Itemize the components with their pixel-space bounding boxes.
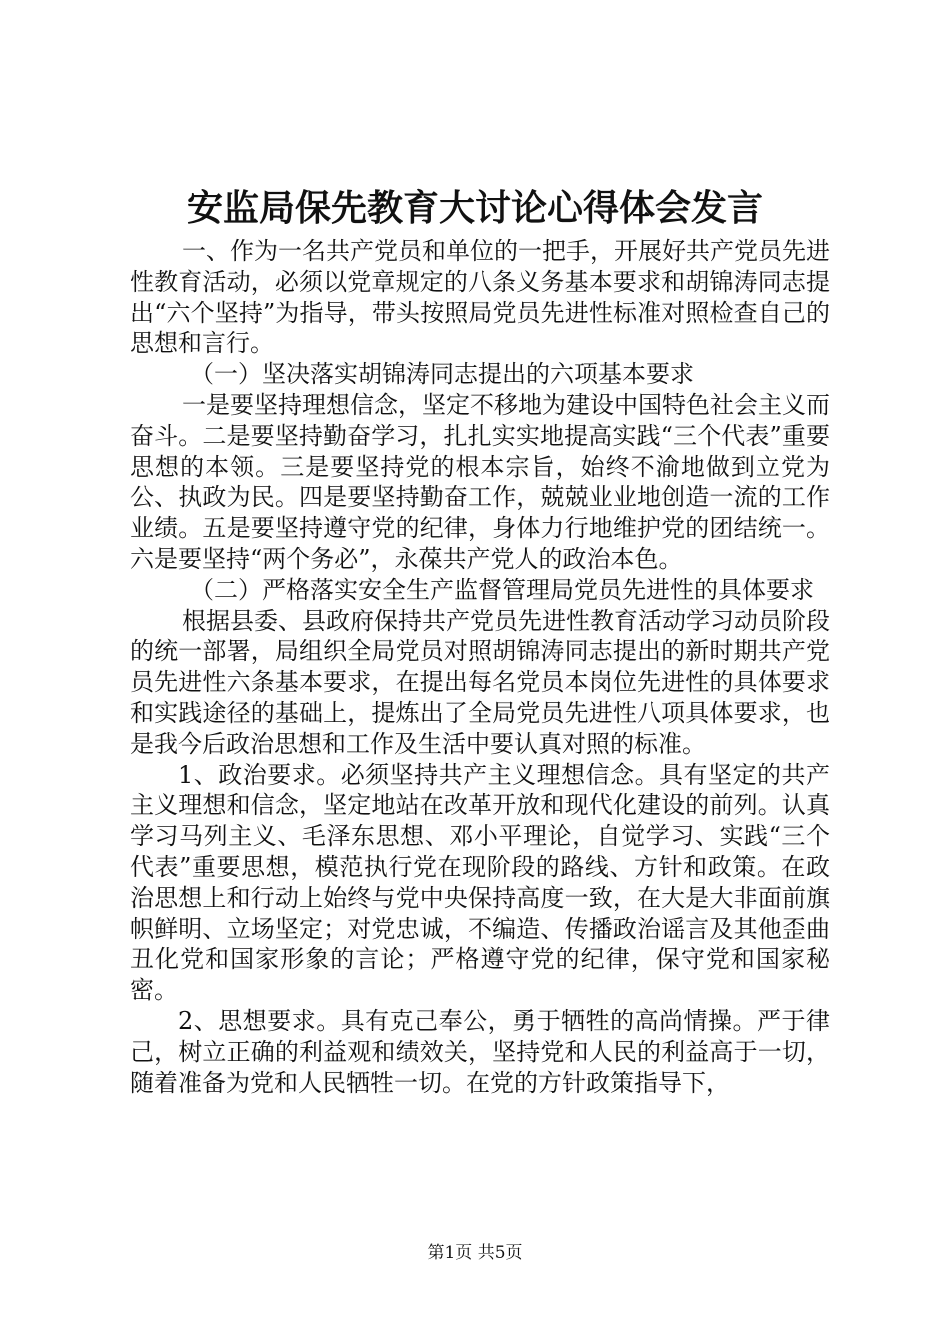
paragraph-intro: 一、作为一名共产党员和单位的一把手，开展好共产党员先进性教育活动，必须以党章规定的八条义务基本要求和胡锦涛同志提出“六个坚持”为指导，带头按照局党员先进性标准对照检查自己的思想和言行。: [130, 237, 830, 358]
document-body: [130, 236, 830, 1098]
section-heading-1: （一）坚决落实胡锦涛同志提出的六项基本要求: [190, 360, 694, 389]
paragraph-deployment: 根据县委、县政府保持共产党员先进性教育活动学习动员阶段的统一部署，局组织全局党员对照胡锦涛同志提出的新时期共产党员先进性六条基本要求，在提出每名党员本岗位先进性的具体要求和实践途径的基础上，提炼出了全局党员先进性八项具体要求，也是我今后政治思想和工作及生活中要认真对照的标准。: [130, 606, 830, 758]
section-heading-2: （二）严格落实安全生产监督管理局党员先进性的具体要求: [190, 575, 814, 604]
paragraph-ideological-requirement: 2、思想要求。具有克己奉公，勇于牺牲的高尚情操。严于律己，树立正确的利益观和绩效关，坚持党和人民的利益高于一切，随着准备为党和人民牺牲一切。在党的方针政策指导下，: [130, 1006, 830, 1097]
document-title: 安监局保先教育大讨论心得体会发言: [186, 188, 763, 229]
page-number-footer: 第1页 共5页: [427, 1243, 523, 1263]
paragraph-political-requirement: 1、政治要求。必须坚持共产主义理想信念。具有坚定的共产主义理想和信念，坚定地站在改革开放和现代化建设的前列。认真学习马列主义、毛泽东思想、邓小平理论，自觉学习、实践“三个代表”重要思想，模范执行党在现阶段的路线、方针和政策。在政治思想上和行动上始终与党中央保持高度一致，在大是大非面前旗帜鲜明、立场坚定；对党忠诚，不编造、传播政治谣言及其他歪曲丑化党和国家形象的言论；严格遵守党的纪律，保守党和国家秘密。: [130, 760, 830, 1005]
paragraph-six-requirements: 一是要坚持理想信念，坚定不移地为建设中国特色社会主义而奋斗。二是要坚持勤奋学习，扎扎实实地提高实践“三个代表”重要思想的本领。三是要坚持党的根本宗旨，始终不渝地做到立党为公、执政为民。四是要坚持勤奋工作，兢兢业业地创造一流的工作业绩。五是要坚持遵守党的纪律，身体力行地维护党的团结统一。六是要坚持“两个务必”，永葆共产党人的政治本色。: [130, 390, 830, 573]
